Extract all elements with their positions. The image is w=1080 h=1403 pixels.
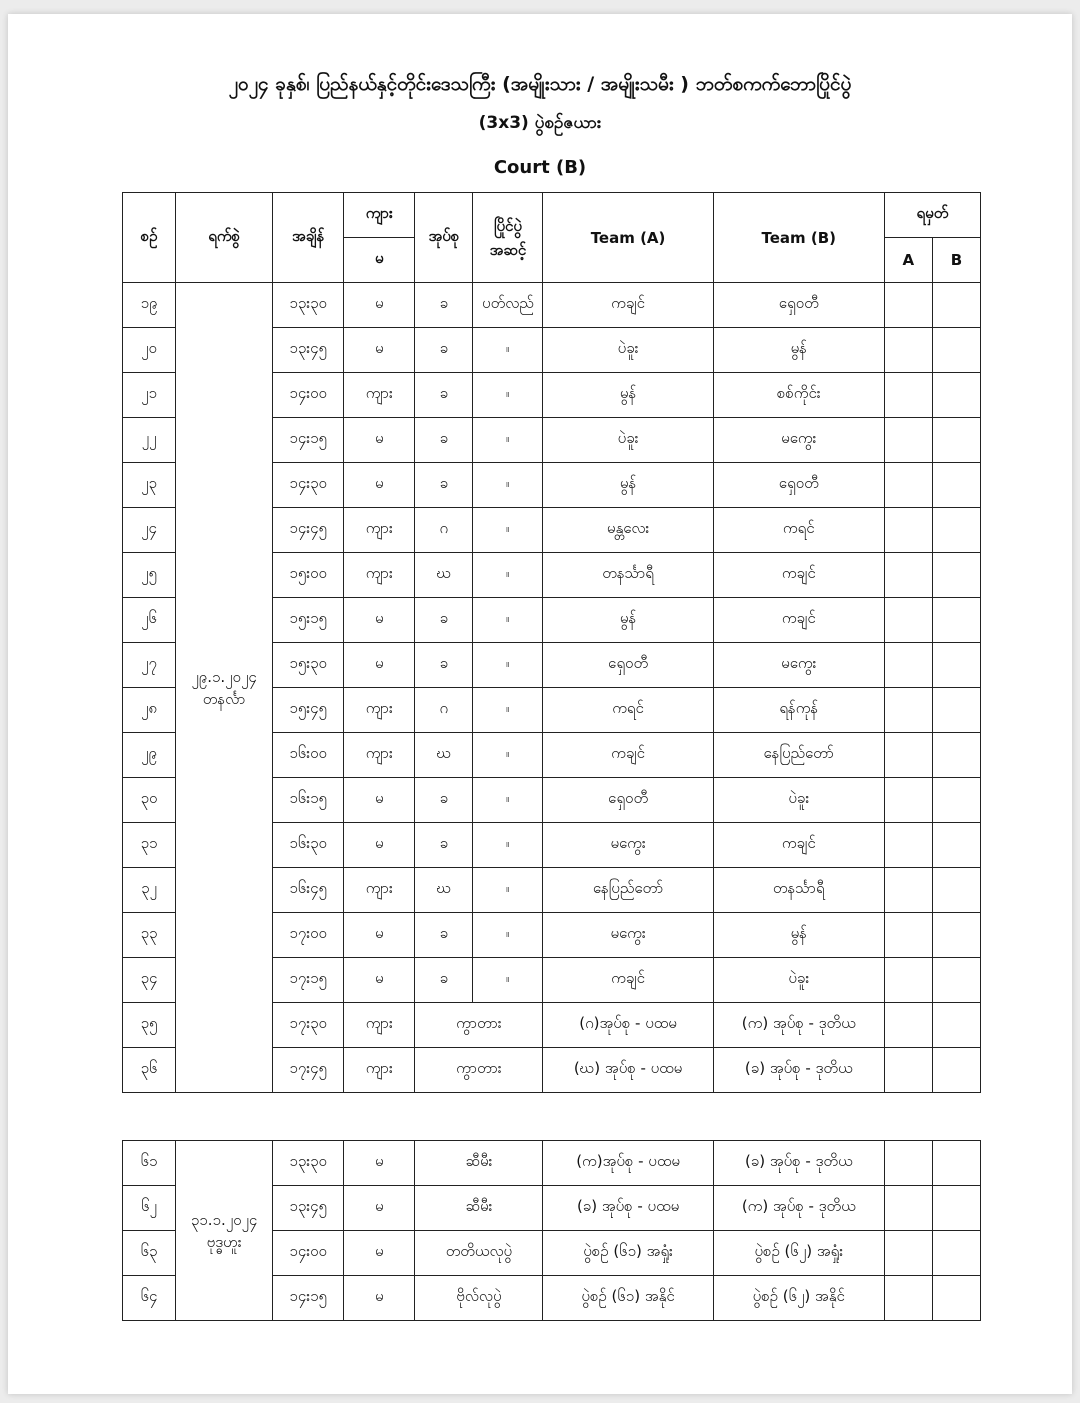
header-date: ရက်စွဲ xyxy=(176,193,273,283)
header-score-a: A xyxy=(884,238,932,283)
score-b-cell xyxy=(932,643,980,688)
team-b: (က) အုပ်စု - ဒုတိယ xyxy=(713,1003,884,1048)
match-time: ၁၃း၄၅ xyxy=(273,1186,344,1231)
team-a: ပဲခူး xyxy=(543,418,713,463)
table-row xyxy=(123,1141,981,1186)
team-b: မွန် xyxy=(713,328,884,373)
match-number: ၂၁ xyxy=(123,373,176,418)
score-a-cell xyxy=(884,913,932,958)
match-time: ၁၇း၄၅ xyxy=(273,1048,344,1093)
team-a: (ခ) အုပ်စု - ပထမ xyxy=(543,1186,713,1231)
score-b-cell xyxy=(932,868,980,913)
header-stage: ပြိုင်ပွဲ အဆင့် xyxy=(473,193,543,283)
header-team-b: Team (B) xyxy=(713,193,884,283)
team-a: မကွေး xyxy=(543,823,713,868)
match-time: ၁၄း၃၀ xyxy=(273,463,344,508)
header-group: အုပ်စု xyxy=(415,193,473,283)
score-b-cell xyxy=(932,733,980,778)
score-b-cell xyxy=(932,418,980,463)
team-a: ရှေ၀တီ xyxy=(543,778,713,823)
match-stage: ကွာတား xyxy=(415,1048,543,1093)
score-a-cell xyxy=(884,418,932,463)
header-time: အချိန် xyxy=(273,193,344,283)
match-category: ကျား xyxy=(344,553,415,598)
team-a: (က)အုပ်စု - ပထမ xyxy=(543,1141,713,1186)
match-category: မ xyxy=(344,328,415,373)
team-b: ရှေ၀တီ xyxy=(713,283,884,328)
match-stage: ။ xyxy=(473,328,543,373)
score-a-cell xyxy=(884,553,932,598)
team-b: (ခ) အုပ်စု - ဒုတိယ xyxy=(713,1048,884,1093)
match-stage: ။ xyxy=(473,688,543,733)
team-b: (ခ) အုပ်စု - ဒုတိယ xyxy=(713,1141,884,1186)
match-category: မ xyxy=(344,823,415,868)
team-b: ကချင် xyxy=(713,823,884,868)
score-b-cell xyxy=(932,553,980,598)
match-number: ၃၅ xyxy=(123,1003,176,1048)
match-number: ၂၀ xyxy=(123,328,176,373)
score-a-cell xyxy=(884,1048,932,1093)
score-a-cell xyxy=(884,328,932,373)
match-number: ၃၀ xyxy=(123,778,176,823)
match-time: ၁၆း၁၅ xyxy=(273,778,344,823)
match-number: ၂၇ xyxy=(123,643,176,688)
match-stage: ။ xyxy=(473,778,543,823)
team-a: မန္တလေး xyxy=(543,508,713,553)
document-subtitle: (3x3) ပွဲစဉ်ဇယား xyxy=(478,113,602,133)
date-value: ၃၁.၁.၂၀၂၄ xyxy=(190,1210,258,1229)
score-a-cell xyxy=(884,1276,932,1321)
match-stage: ။ xyxy=(473,733,543,778)
match-group: ခ xyxy=(415,823,473,868)
score-a-cell xyxy=(884,823,932,868)
score-a-cell xyxy=(884,778,932,823)
match-time: ၁၆း၃၀ xyxy=(273,823,344,868)
score-b-cell xyxy=(932,778,980,823)
team-a: နေပြည်တော် xyxy=(543,868,713,913)
team-a: ကချင် xyxy=(543,733,713,778)
match-number: ၃၄ xyxy=(123,958,176,1003)
match-group: ခ xyxy=(415,463,473,508)
match-stage: ။ xyxy=(473,823,543,868)
header-category-men: ကျား xyxy=(344,193,415,238)
match-stage: ။ xyxy=(473,553,543,598)
match-group: ဃ xyxy=(415,868,473,913)
match-time: ၁၆း၄၅ xyxy=(273,868,344,913)
match-number: ၆၂ xyxy=(123,1186,176,1231)
match-category: မ xyxy=(344,778,415,823)
team-a: ရှေ၀တီ xyxy=(543,643,713,688)
match-group: ခ xyxy=(415,373,473,418)
score-a-cell xyxy=(884,868,932,913)
match-stage: ဆီမီး xyxy=(415,1186,543,1231)
day-of-week: ဗုဒ္ဓဟူး xyxy=(206,1232,242,1251)
score-b-cell xyxy=(932,1276,980,1321)
match-number: ၆၄ xyxy=(123,1276,176,1321)
team-b: ပဲခူး xyxy=(713,958,884,1003)
match-number: ၂၄ xyxy=(123,508,176,553)
match-category: မ xyxy=(344,1276,415,1321)
score-b-cell xyxy=(932,1186,980,1231)
team-a: (ဃ) အုပ်စု - ပထမ xyxy=(543,1048,713,1093)
match-number: ၂၆ xyxy=(123,598,176,643)
match-stage: ။ xyxy=(473,868,543,913)
match-number: ၁၉ xyxy=(123,283,176,328)
match-category: မ xyxy=(344,283,415,328)
match-number: ၃၂ xyxy=(123,868,176,913)
score-b-cell xyxy=(932,283,980,328)
court-label: Court (B) xyxy=(493,157,587,178)
team-a: တနင်္သာရီ xyxy=(543,553,713,598)
team-a: ပွဲစဉ် (၆၁) အနိုင် xyxy=(543,1276,713,1321)
score-a-cell xyxy=(884,643,932,688)
header-no: စဉ် xyxy=(123,193,176,283)
score-b-cell xyxy=(932,463,980,508)
match-group: ခ xyxy=(415,778,473,823)
match-category: မ xyxy=(344,958,415,1003)
team-b: နေပြည်တော် xyxy=(713,733,884,778)
match-number: ၃၁ xyxy=(123,823,176,868)
match-time: ၁၅း၀၀ xyxy=(273,553,344,598)
team-b: ကချင် xyxy=(713,598,884,643)
match-time: ၁၃း၃၀ xyxy=(273,1141,344,1186)
score-a-cell xyxy=(884,373,932,418)
score-b-cell xyxy=(932,328,980,373)
score-b-cell xyxy=(932,1141,980,1186)
match-stage: ။ xyxy=(473,463,543,508)
match-number: ၃၃ xyxy=(123,913,176,958)
team-a: မွန် xyxy=(543,598,713,643)
match-time: ၁၇း၁၅ xyxy=(273,958,344,1003)
match-category: ကျား xyxy=(344,1048,415,1093)
match-time: ၁၅း၁၅ xyxy=(273,598,344,643)
match-number: ၂၈ xyxy=(123,688,176,733)
score-b-cell xyxy=(932,688,980,733)
match-group: ခ xyxy=(415,958,473,1003)
match-group: ခ xyxy=(415,328,473,373)
match-time: ၁၇း၀၀ xyxy=(273,913,344,958)
match-group: ဂ xyxy=(415,688,473,733)
score-a-cell xyxy=(884,463,932,508)
finals-table xyxy=(122,1140,981,1321)
match-number: ၂၂ xyxy=(123,418,176,463)
header-score: ရမှတ် xyxy=(884,193,980,238)
match-category: ကျား xyxy=(344,1003,415,1048)
team-b: မကွေး xyxy=(713,643,884,688)
score-b-cell xyxy=(932,1003,980,1048)
match-number: ၆၁ xyxy=(123,1141,176,1186)
team-b: တနင်္သာရီ xyxy=(713,868,884,913)
match-group: ဂ xyxy=(415,508,473,553)
schedule-table xyxy=(122,192,981,1093)
match-number: ၂၉ xyxy=(123,733,176,778)
match-stage: ပတ်လည် xyxy=(473,283,543,328)
match-category: မ xyxy=(344,463,415,508)
match-time: ၁၇း၃၀ xyxy=(273,1003,344,1048)
match-stage: တတိယလုပွဲ xyxy=(415,1231,543,1276)
match-time: ၁၄း၁၅ xyxy=(273,1276,344,1321)
score-b-cell xyxy=(932,1231,980,1276)
team-b: စစ်ကိုင်း xyxy=(713,373,884,418)
match-stage: ။ xyxy=(473,418,543,463)
match-stage: ။ xyxy=(473,508,543,553)
match-stage: ။ xyxy=(473,373,543,418)
score-a-cell xyxy=(884,508,932,553)
team-b: ပွဲစဉ် (၆၂) အရှုံး xyxy=(713,1231,884,1276)
match-stage: ။ xyxy=(473,958,543,1003)
match-time: ၁၆း၀၀ xyxy=(273,733,344,778)
match-category: ကျား xyxy=(344,733,415,778)
score-a-cell xyxy=(884,1186,932,1231)
score-b-cell xyxy=(932,508,980,553)
match-category: ကျား xyxy=(344,868,415,913)
score-b-cell xyxy=(932,373,980,418)
score-b-cell xyxy=(932,913,980,958)
table-row xyxy=(123,283,981,328)
match-date xyxy=(176,1141,273,1321)
match-time: ၁၃း၃၀ xyxy=(273,283,344,328)
header-category-women: မ xyxy=(344,238,415,283)
match-category: မ xyxy=(344,1231,415,1276)
match-group: ခ xyxy=(415,598,473,643)
match-category: မ xyxy=(344,913,415,958)
document-title: ၂၀၂၄ ခုနှစ်၊ ပြည်နယ်နှင့်တိုင်းဒေသကြီး (အမျိုးသား / အမျိုးသမီး ) ဘတ်စကက်ဘောပြိုင်ပွဲ xyxy=(228,73,852,95)
match-group: ခ xyxy=(415,913,473,958)
match-stage: ဗိုလ်လုပွဲ xyxy=(415,1276,543,1321)
team-a: ကချင် xyxy=(543,283,713,328)
match-time: ၁၅း၃၀ xyxy=(273,643,344,688)
team-b: ရန်ကုန် xyxy=(713,688,884,733)
score-a-cell xyxy=(884,598,932,643)
score-b-cell xyxy=(932,1048,980,1093)
team-a: ပွဲစဉ် (၆၁) အရှုံး xyxy=(543,1231,713,1276)
team-b: မကွေး xyxy=(713,418,884,463)
match-category: ကျား xyxy=(344,688,415,733)
match-stage: ။ xyxy=(473,598,543,643)
team-a: (ဂ)အုပ်စု - ပထမ xyxy=(543,1003,713,1048)
team-b: မွန် xyxy=(713,913,884,958)
team-a: ပဲခူး xyxy=(543,328,713,373)
score-a-cell xyxy=(884,1003,932,1048)
team-b: ကရင် xyxy=(713,508,884,553)
team-b: ရှေ၀တီ xyxy=(713,463,884,508)
match-stage: ။ xyxy=(473,643,543,688)
team-b: ပွဲစဉ် (၆၂) အနိုင် xyxy=(713,1276,884,1321)
score-a-cell xyxy=(884,688,932,733)
match-group: ဃ xyxy=(415,553,473,598)
match-stage: ။ xyxy=(473,913,543,958)
score-b-cell xyxy=(932,958,980,1003)
header-team-a: Team (A) xyxy=(543,193,713,283)
match-date xyxy=(176,283,273,1093)
match-time: ၁၄း၁၅ xyxy=(273,418,344,463)
match-category: မ xyxy=(344,643,415,688)
match-number: ၂၅ xyxy=(123,553,176,598)
match-time: ၁၃း၄၅ xyxy=(273,328,344,373)
team-b: (က) အုပ်စု - ဒုတိယ xyxy=(713,1186,884,1231)
team-a: ကရင် xyxy=(543,688,713,733)
score-a-cell xyxy=(884,1231,932,1276)
match-time: ၁၄း၄၅ xyxy=(273,508,344,553)
match-number: ၆၃ xyxy=(123,1231,176,1276)
match-time: ၁၄း၀၀ xyxy=(273,1231,344,1276)
team-a: မွန် xyxy=(543,373,713,418)
score-b-cell xyxy=(932,598,980,643)
score-a-cell xyxy=(884,733,932,778)
team-a: ကချင် xyxy=(543,958,713,1003)
score-b-cell xyxy=(932,823,980,868)
match-stage: ဆီမီး xyxy=(415,1141,543,1186)
match-time: ၁၄း၀၀ xyxy=(273,373,344,418)
date-value: ၂၉.၁.၂၀၂၄ xyxy=(191,667,257,686)
team-b: ပဲခူး xyxy=(713,778,884,823)
team-a: မကွေး xyxy=(543,913,713,958)
team-b: ကချင် xyxy=(713,553,884,598)
score-a-cell xyxy=(884,958,932,1003)
match-group: ခ xyxy=(415,283,473,328)
header-score-b: B xyxy=(932,238,980,283)
match-number: ၂၃ xyxy=(123,463,176,508)
match-time: ၁၅း၄၅ xyxy=(273,688,344,733)
match-category: ကျား xyxy=(344,508,415,553)
match-category: မ xyxy=(344,1141,415,1186)
match-stage: ကွာတား xyxy=(415,1003,543,1048)
score-a-cell xyxy=(884,1141,932,1186)
match-category: ကျား xyxy=(344,373,415,418)
match-category: မ xyxy=(344,1186,415,1231)
match-group: ဃ xyxy=(415,733,473,778)
match-category: မ xyxy=(344,598,415,643)
team-a: မွန် xyxy=(543,463,713,508)
score-a-cell xyxy=(884,283,932,328)
day-of-week: တနင်္လာ xyxy=(202,689,246,708)
match-group: ခ xyxy=(415,418,473,463)
match-number: ၃၆ xyxy=(123,1048,176,1093)
match-category: မ xyxy=(344,418,415,463)
match-group: ခ xyxy=(415,643,473,688)
